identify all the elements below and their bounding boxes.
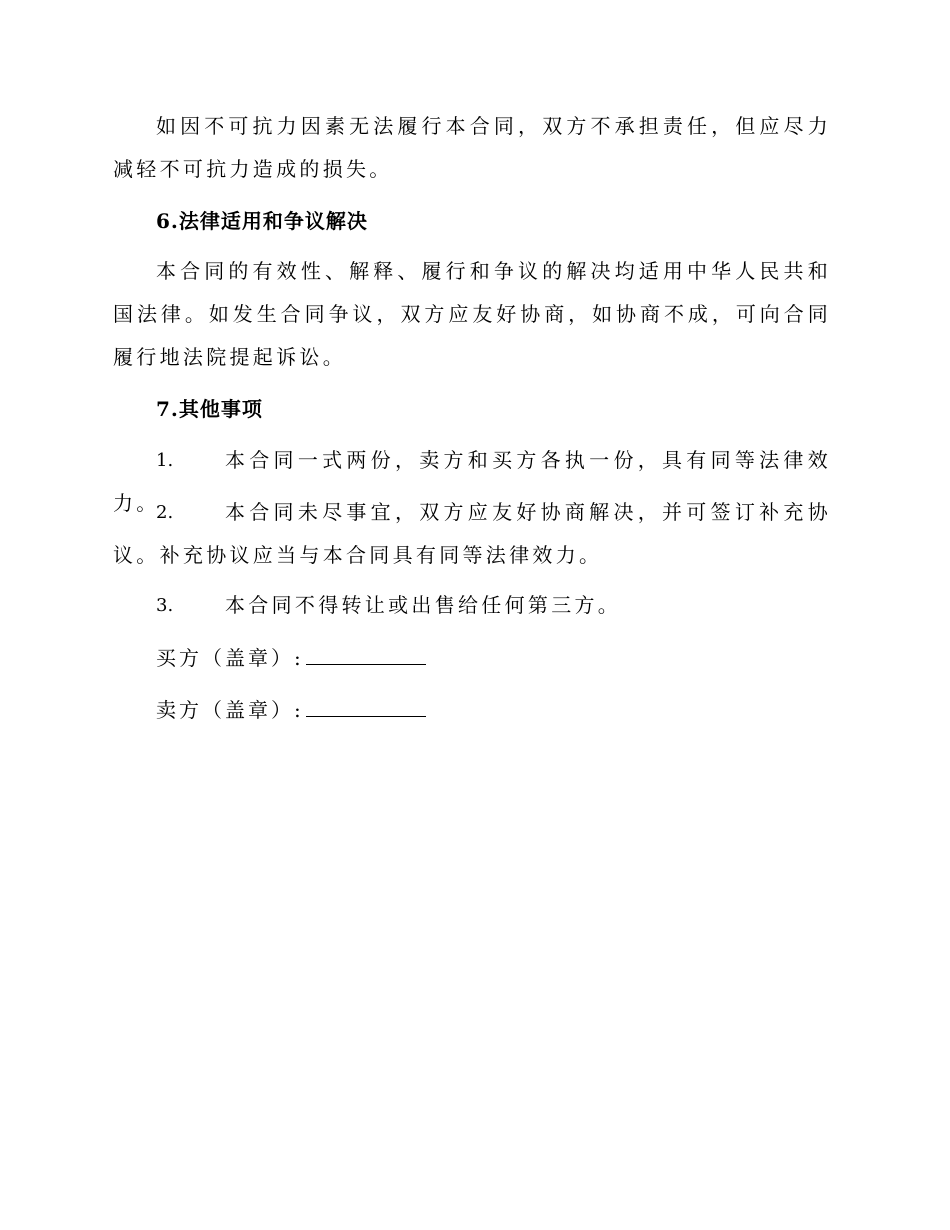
list-item-2 <box>113 491 831 577</box>
buyer-signature-line <box>156 643 426 673</box>
list-item-number: 1. <box>156 450 174 471</box>
force-majeure-paragraph: 如因不可抗力因素无法履行本合同，双方不承担责任，但应尽力减轻不可抗力造成的损失。 <box>113 114 831 181</box>
list-item-number: 2. <box>156 502 174 523</box>
buyer-signature-blank <box>306 644 426 665</box>
seller-signature-line <box>156 695 426 725</box>
section-6-heading: 6.法律适用和争议解决 <box>156 209 368 233</box>
section-7-heading: 7.其他事项 <box>156 397 263 421</box>
buyer-signature-label: 买方（盖章）: <box>156 646 304 670</box>
list-item-text: 本合同不得转让或出售给任何第三方。 <box>225 593 622 617</box>
list-item-text: 本合同一式两份，卖方和买方各执一份，具有同等法律效力。 <box>113 448 831 515</box>
list-item-number: 3. <box>156 595 174 616</box>
seller-signature-blank <box>306 696 426 717</box>
seller-signature-label: 卖方（盖章）: <box>156 698 304 722</box>
list-item-3 <box>113 584 831 627</box>
list-item-text: 本合同未尽事宜，双方应友好协商解决，并可签订补充协议。补充协议应当与本合同具有同等法律效力。 <box>113 500 831 567</box>
section-6-paragraph: 本合同的有效性、解释、履行和争议的解决均适用中华人民共和国法律。如发生合同争议，双方应友好协商，如协商不成，可向合同履行地法院提起诉讼。 <box>113 259 831 369</box>
